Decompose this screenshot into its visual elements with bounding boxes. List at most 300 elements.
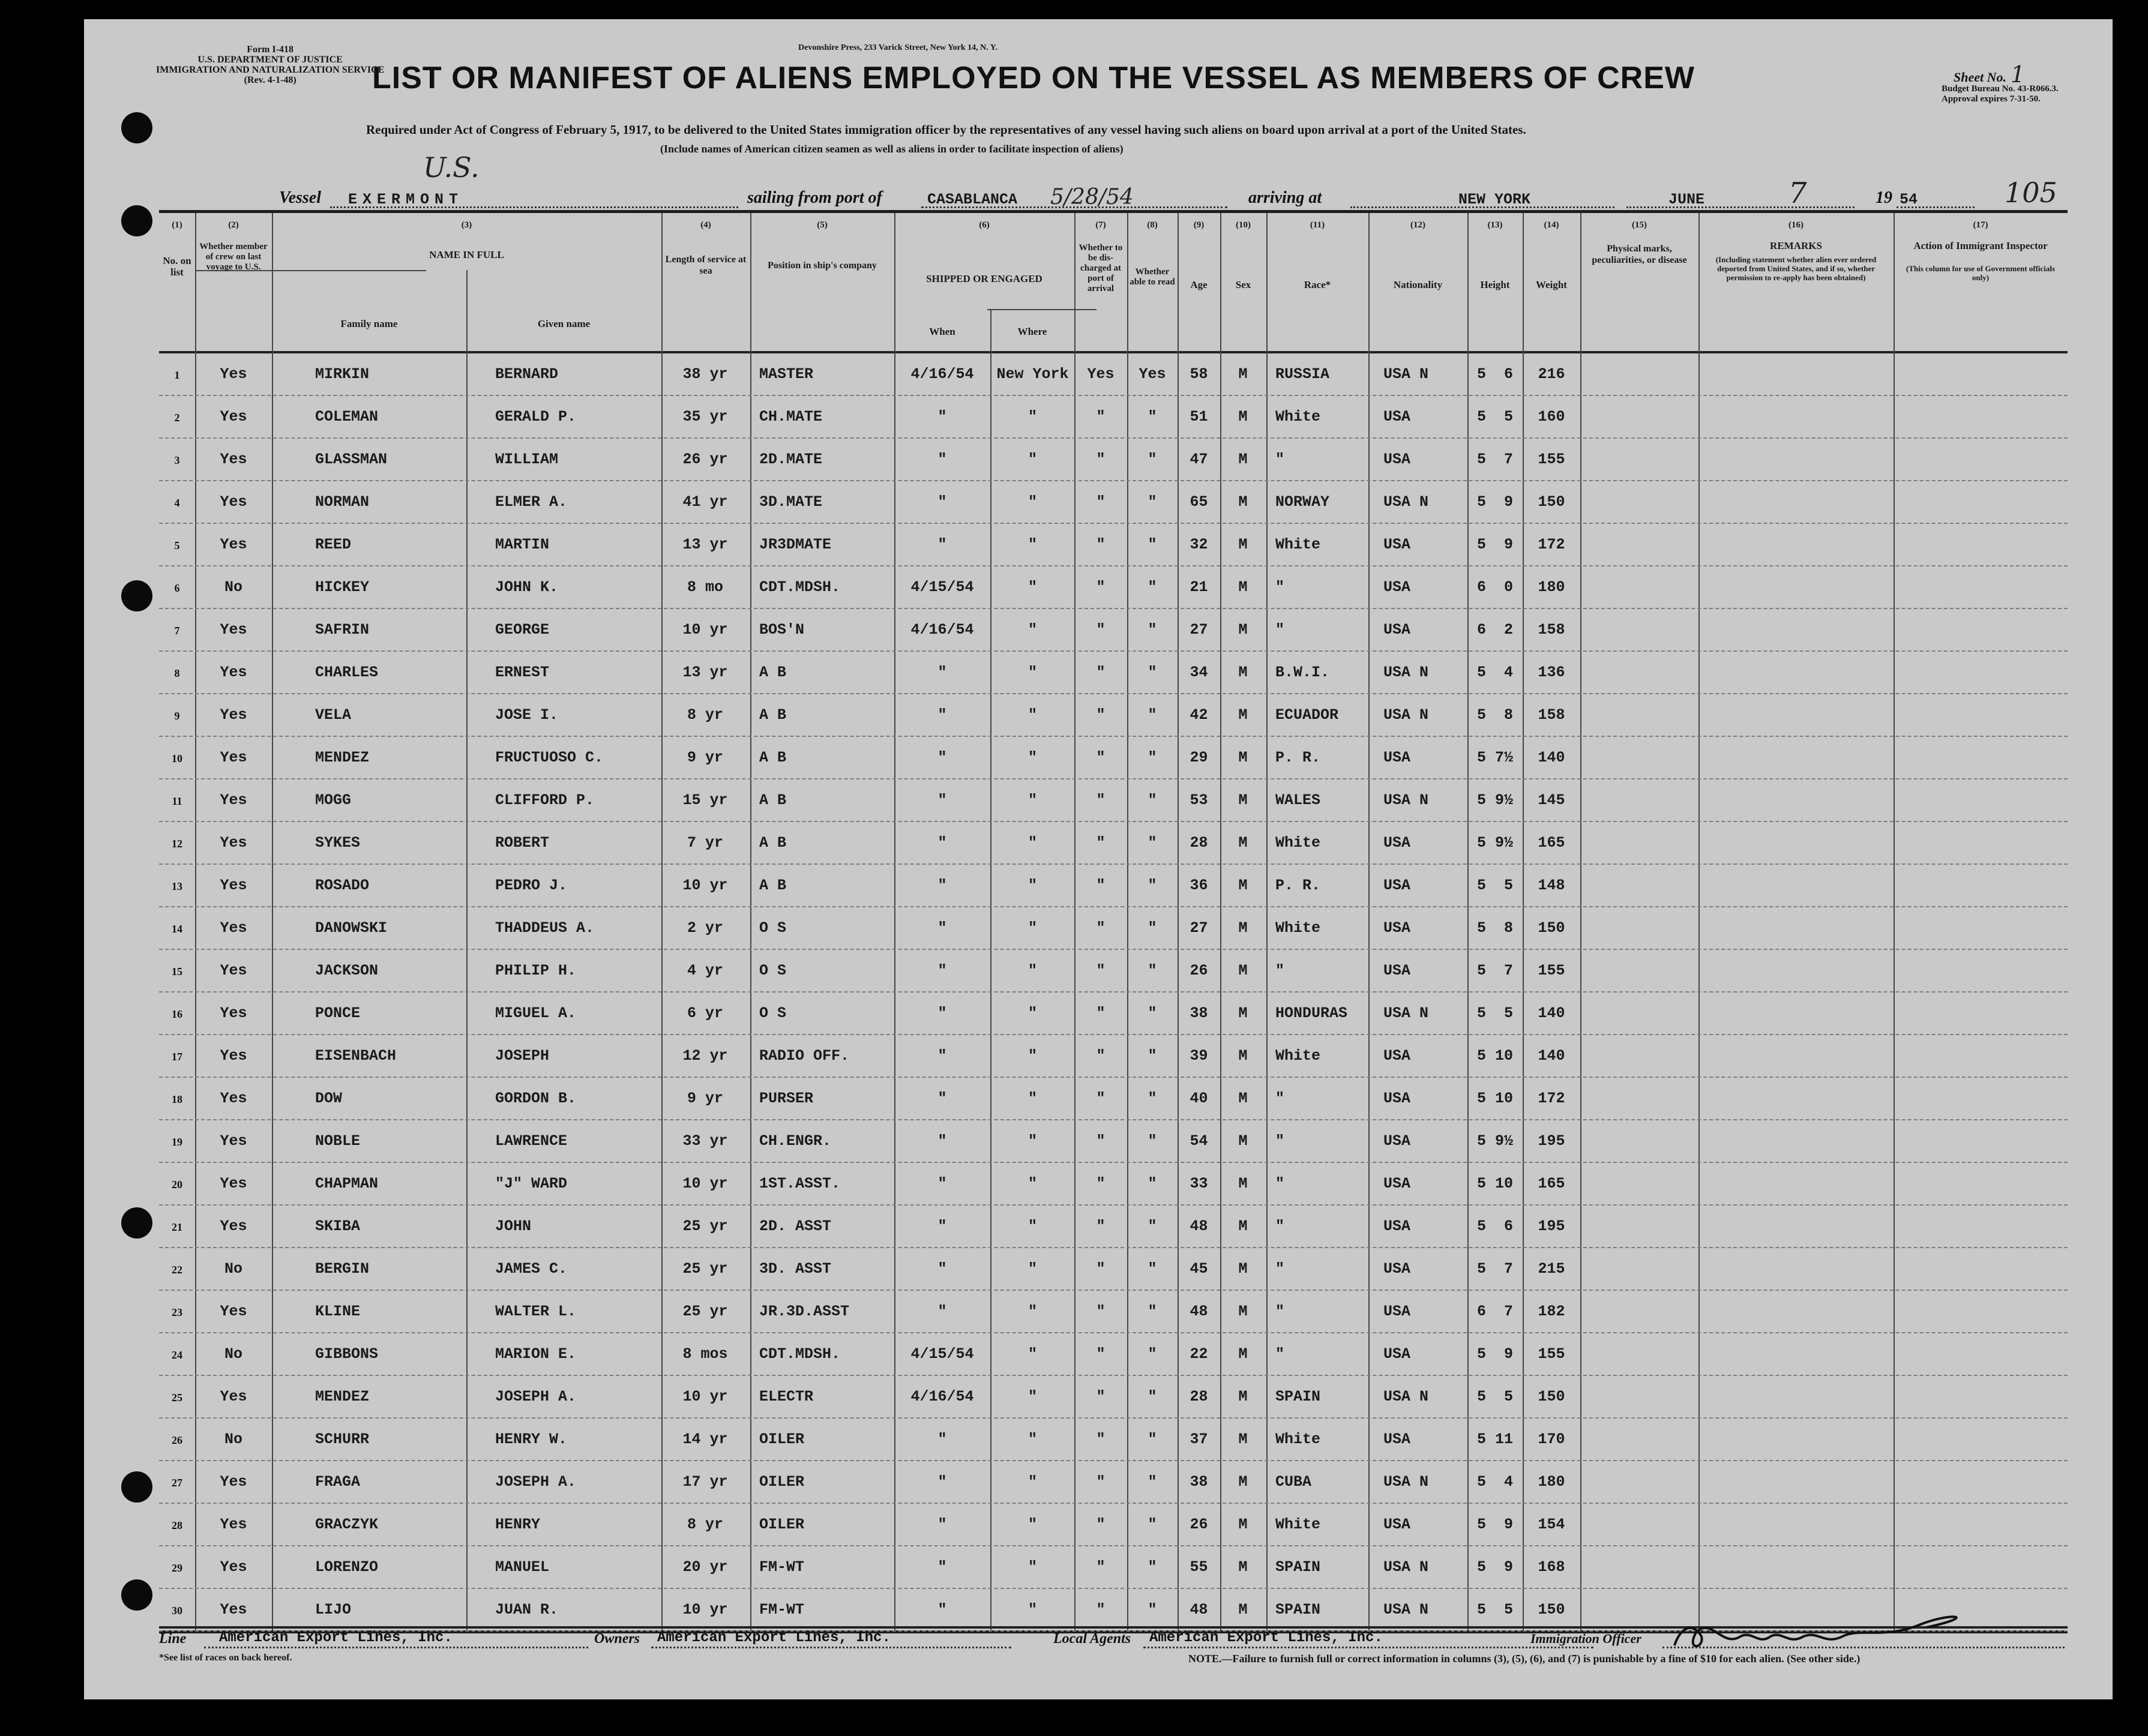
cell-shipped-when: 4/16/54 [910, 621, 974, 638]
cell-height: 5 5 [1476, 877, 1513, 894]
cell-family-name: ROSADO [315, 877, 370, 894]
row-number: 16 [172, 1008, 182, 1020]
cell-able-to-read: " [1148, 1047, 1157, 1065]
cell-nationality: USA [1383, 1303, 1411, 1320]
table-row [159, 778, 2068, 822]
row-number: 22 [172, 1264, 182, 1276]
cell-service-length: 8 mos [682, 1345, 728, 1363]
cell-discharged: " [1096, 451, 1106, 468]
cell-shipped-where: " [1027, 451, 1037, 468]
cell-last-voyage: Yes [220, 365, 247, 383]
cell-service-length: 25 yr [682, 1303, 728, 1320]
cell-discharged: " [1096, 877, 1106, 894]
cell-sex: M [1238, 791, 1248, 809]
cell-family-name: COLEMAN [315, 408, 379, 425]
cell-race: " [1275, 621, 1285, 638]
table-row [159, 1034, 2068, 1078]
cell-race: B.W.I. [1275, 664, 1330, 681]
cell-position: FM-WT [759, 1558, 805, 1576]
row-number: 3 [174, 454, 180, 466]
cell-height: 5 8 [1476, 706, 1513, 724]
cell-sex: M [1238, 578, 1248, 596]
cell-position: 2D. ASST [759, 1218, 832, 1235]
header-member-last-voyage: Whether member of crew on last voyage to U.S. [199, 242, 268, 272]
cell-height: 5 4 [1476, 1473, 1513, 1491]
cell-shipped-when: " [937, 834, 947, 851]
cell-shipped-when: " [937, 706, 947, 724]
cell-shipped-where: " [1027, 919, 1037, 937]
cell-given-name: HENRY [495, 1516, 541, 1533]
cell-given-name: WILLIAM [495, 451, 559, 468]
cell-shipped-where: " [1027, 493, 1037, 511]
col-num-7: (7) [1095, 220, 1106, 230]
page-mark: 105 [2005, 176, 2057, 209]
cell-discharged: " [1096, 1005, 1106, 1022]
cell-family-name: HICKEY [315, 578, 370, 596]
col-num-2: (2) [228, 220, 239, 230]
cell-height: 5 6 [1476, 365, 1513, 383]
cell-weight: 216 [1538, 365, 1565, 383]
cell-able-to-read: " [1148, 1175, 1157, 1192]
cell-race: " [1275, 1345, 1285, 1363]
vessel-label: Vessel [279, 188, 321, 207]
row-number: 21 [172, 1221, 182, 1233]
punch-hole [121, 112, 152, 143]
table-row [159, 949, 2068, 993]
officer-signature [1668, 1603, 2005, 1657]
cell-discharged: " [1096, 834, 1106, 851]
cell-able-to-read: " [1148, 1473, 1157, 1491]
cell-race: NORWAY [1275, 493, 1330, 511]
cell-age: 33 [1190, 1175, 1208, 1192]
row-number: 2 [174, 412, 180, 424]
cell-discharged: " [1096, 578, 1106, 596]
table-row [159, 863, 2068, 907]
cell-race: WALES [1275, 791, 1321, 809]
row-number: 24 [172, 1349, 182, 1361]
cell-given-name: LAWRENCE [495, 1132, 568, 1150]
cell-nationality: USA [1383, 578, 1411, 596]
cell-service-length: 8 yr [687, 1516, 723, 1533]
cell-discharged: " [1096, 1431, 1106, 1448]
cell-service-length: 10 yr [682, 1601, 728, 1618]
row-number: 8 [174, 667, 180, 679]
cell-nationality: USA N [1383, 1558, 1429, 1576]
col-num-8: (8) [1147, 220, 1158, 230]
table-row [159, 565, 2068, 609]
punch-hole [121, 1579, 152, 1611]
cell-nationality: USA [1383, 919, 1411, 937]
form-number: Form I-418 [247, 44, 294, 55]
cell-position: A B [759, 877, 787, 894]
manifest-sheet [84, 19, 2113, 1699]
table-row [159, 523, 2068, 566]
cell-shipped-where: " [1027, 1558, 1037, 1576]
cell-shipped-when: " [937, 1260, 947, 1278]
cell-shipped-where: " [1027, 664, 1037, 681]
cell-nationality: USA [1383, 1345, 1411, 1363]
row-number: 11 [172, 795, 182, 807]
header-name-in-full: NAME IN FULL [429, 249, 504, 260]
cell-height: 5 5 [1476, 408, 1513, 425]
cell-last-voyage: No [224, 1345, 242, 1363]
row-number: 9 [174, 710, 180, 722]
table-row [159, 1204, 2068, 1248]
cell-service-length: 6 yr [687, 1005, 723, 1022]
cell-weight: 158 [1538, 706, 1565, 724]
row-number: 13 [172, 880, 182, 892]
cell-nationality: USA [1383, 1132, 1411, 1150]
cell-able-to-read: " [1148, 664, 1157, 681]
cell-able-to-read: " [1148, 621, 1157, 638]
cell-shipped-when: 4/15/54 [910, 578, 974, 596]
printer-imprint: Devonshire Press, 233 Varick Street, New York 14, N. Y. [798, 43, 998, 52]
penalty-note: NOTE.—Failure to furnish full or correct information in columns (3), (5), (6), and (7) is punishable by a fine of $10 for each alien. (See other side.) [1188, 1653, 1861, 1665]
cell-age: 55 [1190, 1558, 1208, 1576]
cell-nationality: USA N [1383, 365, 1429, 383]
header-remarks: REMARKS [1770, 240, 1822, 251]
cell-family-name: NOBLE [315, 1132, 361, 1150]
cell-weight: 195 [1538, 1218, 1565, 1235]
row-number: 27 [172, 1477, 182, 1489]
header-remarks-note: (Including statement whether alien ever ordered deported from United States, and if so, whether permission to re-apply has been obtained) [1715, 255, 1877, 282]
cell-shipped-when: " [937, 962, 947, 979]
cell-last-voyage: Yes [220, 1388, 247, 1405]
cell-nationality: USA [1383, 536, 1411, 553]
cell-weight: 170 [1538, 1431, 1565, 1448]
header-physical-marks: Physical marks, peculiarities, or disease [1592, 244, 1687, 265]
cell-position: OILER [759, 1516, 805, 1533]
cell-given-name: HENRY W. [495, 1431, 568, 1448]
cell-shipped-when: " [937, 1175, 947, 1192]
cell-weight: 172 [1538, 536, 1565, 553]
cell-race: " [1275, 1260, 1285, 1278]
cell-able-to-read: " [1148, 1558, 1157, 1576]
cell-shipped-when: " [937, 1431, 947, 1448]
cell-height: 6 7 [1476, 1303, 1513, 1320]
cell-discharged: " [1096, 664, 1106, 681]
cell-weight: 150 [1538, 1388, 1565, 1405]
cell-shipped-when: " [937, 1558, 947, 1576]
cell-weight: 140 [1538, 749, 1565, 766]
cell-age: 45 [1190, 1260, 1208, 1278]
cell-discharged: " [1096, 1047, 1106, 1065]
cell-height: 5 9½ [1476, 1132, 1513, 1150]
cell-able-to-read: Yes [1139, 365, 1166, 383]
cell-shipped-when: " [937, 664, 947, 681]
cell-weight: 158 [1538, 621, 1565, 638]
cell-sex: M [1238, 706, 1248, 724]
cell-last-voyage: Yes [220, 962, 247, 979]
cell-sex: M [1238, 365, 1248, 383]
cell-height: 5 9 [1476, 1516, 1513, 1533]
cell-weight: 160 [1538, 408, 1565, 425]
cell-age: 38 [1190, 1473, 1208, 1491]
table-row [159, 1119, 2068, 1163]
cell-service-length: 9 yr [687, 1090, 723, 1107]
cell-given-name: JOHN K. [495, 578, 559, 596]
cell-sex: M [1238, 664, 1248, 681]
cell-height: 6 2 [1476, 621, 1513, 638]
cell-nationality: USA [1383, 1175, 1411, 1192]
cell-shipped-when: " [937, 1303, 947, 1320]
row-number: 4 [174, 497, 180, 509]
cell-sex: M [1238, 1473, 1248, 1491]
cell-last-voyage: Yes [220, 664, 247, 681]
cell-height: 5 10 [1476, 1047, 1513, 1065]
cell-discharged: " [1096, 1345, 1106, 1363]
cell-family-name: SYKES [315, 834, 361, 851]
cell-family-name: REED [315, 536, 352, 553]
sheet-number-value: 1 [2011, 61, 2026, 88]
cell-service-length: 13 yr [682, 664, 728, 681]
cell-last-voyage: Yes [220, 1132, 247, 1150]
cell-weight: 180 [1538, 1473, 1565, 1491]
cell-discharged: " [1096, 1303, 1106, 1320]
cell-weight: 154 [1538, 1516, 1565, 1533]
cell-able-to-read: " [1148, 1516, 1157, 1533]
cell-discharged: Yes [1087, 365, 1115, 383]
cell-family-name: LIJO [315, 1601, 352, 1618]
cell-age: 36 [1190, 877, 1208, 894]
cell-age: 27 [1190, 919, 1208, 937]
cell-last-voyage: Yes [220, 451, 247, 468]
cell-discharged: " [1096, 1175, 1106, 1192]
cell-race: HONDURAS [1275, 1005, 1348, 1022]
cell-shipped-when: " [937, 1090, 947, 1107]
cell-able-to-read: " [1148, 1431, 1157, 1448]
cell-family-name: DANOWSKI [315, 919, 388, 937]
cell-shipped-where: " [1027, 1601, 1037, 1618]
cell-able-to-read: " [1148, 834, 1157, 851]
cell-age: 51 [1190, 408, 1208, 425]
table-row [159, 991, 2068, 1035]
cell-shipped-when: " [937, 408, 947, 425]
row-number: 30 [172, 1605, 182, 1617]
cell-given-name: MANUEL [495, 1558, 550, 1576]
cell-able-to-read: " [1148, 1132, 1157, 1150]
table-row [159, 650, 2068, 694]
cell-given-name: JAMES C. [495, 1260, 568, 1278]
cell-shipped-when: " [937, 1047, 947, 1065]
cell-family-name: MOGG [315, 791, 352, 809]
cell-height: 5 9 [1476, 536, 1513, 553]
cell-sex: M [1238, 493, 1248, 511]
cell-service-length: 9 yr [687, 749, 723, 766]
row-number: 19 [172, 1136, 182, 1148]
col-num-4: (4) [700, 220, 711, 230]
cell-given-name: JOSEPH A. [495, 1473, 577, 1491]
cell-able-to-read: " [1148, 408, 1157, 425]
cell-race: P. R. [1275, 749, 1321, 766]
cell-age: 58 [1190, 365, 1208, 383]
cell-shipped-where: " [1027, 1303, 1037, 1320]
cell-last-voyage: Yes [220, 408, 247, 425]
cell-last-voyage: Yes [220, 1005, 247, 1022]
required-statement: Required under Act of Congress of February 5, 1917, to be delivered to the United States immigration officer by the representatives of any vessel having such aliens on board upon arrival at a port of the United States. [366, 122, 1526, 137]
cell-weight: 155 [1538, 1345, 1565, 1363]
cell-service-length: 25 yr [682, 1218, 728, 1235]
cell-family-name: MENDEZ [315, 749, 370, 766]
cell-race: White [1275, 919, 1321, 937]
cell-race: " [1275, 1090, 1285, 1107]
cell-position: A B [759, 834, 787, 851]
arriving-port: NEW YORK [1458, 191, 1531, 208]
cell-height: 5 9½ [1476, 791, 1513, 809]
cell-weight: 172 [1538, 1090, 1565, 1107]
cell-shipped-when: " [937, 749, 947, 766]
cell-sex: M [1238, 919, 1248, 937]
cell-age: 48 [1190, 1218, 1208, 1235]
table-row [159, 1077, 2068, 1120]
table-row [159, 480, 2068, 524]
header-able-to-read: Whether able to read [1130, 267, 1175, 287]
cell-height: 5 10 [1476, 1175, 1513, 1192]
row-number: 1 [174, 369, 180, 381]
cell-age: 29 [1190, 749, 1208, 766]
table-row [159, 352, 2068, 396]
cell-shipped-when: " [937, 536, 947, 553]
cell-shipped-where: " [1027, 1218, 1037, 1235]
cell-last-voyage: No [224, 578, 242, 596]
cell-last-voyage: Yes [220, 621, 247, 638]
cell-height: 5 7½ [1476, 749, 1513, 766]
cell-height: 5 7 [1476, 451, 1513, 468]
cell-race: White [1275, 1516, 1321, 1533]
cell-nationality: USA [1383, 1090, 1411, 1107]
cell-shipped-when: " [937, 877, 947, 894]
cell-shipped-where: " [1027, 408, 1037, 425]
cell-given-name: WALTER L. [495, 1303, 577, 1320]
cell-height: 5 10 [1476, 1090, 1513, 1107]
cell-discharged: " [1096, 1473, 1106, 1491]
cell-nationality: USA N [1383, 1473, 1429, 1491]
cell-age: 65 [1190, 493, 1208, 511]
cell-family-name: NORMAN [315, 493, 370, 511]
cell-service-length: 20 yr [682, 1558, 728, 1576]
cell-height: 5 5 [1476, 1005, 1513, 1022]
cell-age: 22 [1190, 1345, 1208, 1363]
cell-last-voyage: Yes [220, 1516, 247, 1533]
cell-position: 2D.MATE [759, 451, 823, 468]
cell-discharged: " [1096, 962, 1106, 979]
cell-shipped-when: " [937, 1132, 947, 1150]
arriving-label: arriving at [1248, 188, 1322, 207]
cell-family-name: GRACZYK [315, 1516, 379, 1533]
cell-service-length: 13 yr [682, 536, 728, 553]
cell-shipped-when: " [937, 493, 947, 511]
table-row [159, 821, 2068, 865]
header-weight: Weight [1536, 279, 1567, 290]
cell-able-to-read: " [1148, 706, 1157, 724]
cell-service-length: 8 mo [687, 578, 723, 596]
col-num-13: (13) [1487, 220, 1503, 230]
cell-discharged: " [1096, 749, 1106, 766]
cell-given-name: PEDRO J. [495, 877, 568, 894]
cell-discharged: " [1096, 408, 1106, 425]
cell-family-name: SCHURR [315, 1431, 370, 1448]
crew-table [159, 210, 2068, 1633]
cell-age: 40 [1190, 1090, 1208, 1107]
cell-shipped-where: " [1027, 578, 1037, 596]
header-given-name: Given name [537, 318, 591, 329]
cell-service-length: 2 yr [687, 919, 723, 937]
cell-last-voyage: Yes [220, 1175, 247, 1192]
cell-service-length: 8 yr [687, 706, 723, 724]
cell-weight: 145 [1538, 791, 1565, 809]
cell-given-name: JUAN R. [495, 1601, 559, 1618]
cell-race: P. R. [1275, 877, 1321, 894]
cell-family-name: LORENZO [315, 1558, 379, 1576]
sheet-number-label: Sheet No. [1954, 70, 2006, 85]
cell-service-length: 15 yr [682, 791, 728, 809]
cell-shipped-when: " [937, 1601, 947, 1618]
cell-given-name: JOHN [495, 1218, 532, 1235]
cell-position: 1ST.ASST. [759, 1175, 841, 1192]
footer-agents-value: American Export Lines, Inc. [1149, 1630, 1383, 1646]
document-title: LIST OR MANIFEST OF ALIENS EMPLOYED ON THE VESSEL AS MEMBERS OF CREW [372, 61, 1695, 95]
cell-sex: M [1238, 1175, 1248, 1192]
cell-height: 5 11 [1476, 1431, 1513, 1448]
col-num-5: (5) [817, 220, 828, 230]
cell-given-name: ERNEST [495, 664, 550, 681]
arrival-month: JUNE [1668, 191, 1705, 208]
header-length-service: Length of service at sea [665, 254, 747, 276]
cell-service-length: 33 yr [682, 1132, 728, 1150]
table-row [159, 1417, 2068, 1461]
table-row [159, 1332, 2068, 1376]
row-number: 15 [172, 966, 182, 978]
vessel-name: EXERMONT [348, 191, 464, 208]
cell-weight: 180 [1538, 578, 1565, 596]
cell-sex: M [1238, 408, 1248, 425]
cell-last-voyage: Yes [220, 1473, 247, 1491]
cell-weight: 148 [1538, 877, 1565, 894]
cell-height: 5 8 [1476, 919, 1513, 937]
cell-age: 47 [1190, 451, 1208, 468]
row-number: 5 [174, 539, 180, 551]
header-nationality: Nationality [1393, 279, 1443, 290]
cell-given-name: BERNARD [495, 365, 559, 383]
cell-shipped-when: 4/16/54 [910, 365, 974, 383]
cell-weight: 155 [1538, 962, 1565, 979]
races-note: *See list of races on back hereof. [159, 1653, 292, 1663]
header-action-inspector: Action of Immigrant Inspector [1913, 240, 2048, 251]
cell-last-voyage: Yes [220, 1047, 247, 1065]
col-num-11: (11) [1310, 220, 1325, 230]
cell-able-to-read: " [1148, 451, 1157, 468]
cell-race: " [1275, 1218, 1285, 1235]
cell-last-voyage: Yes [220, 1090, 247, 1107]
col-num-3: (3) [461, 220, 472, 230]
vessel-annotation: U.S. [423, 151, 480, 184]
cell-sex: M [1238, 962, 1248, 979]
header-height: Height [1480, 279, 1510, 290]
table-row [159, 1375, 2068, 1419]
cell-weight: 136 [1538, 664, 1565, 681]
table-row [159, 437, 2068, 481]
cell-nationality: USA [1383, 621, 1411, 638]
cell-nationality: USA N [1383, 664, 1429, 681]
header-age: Age [1190, 279, 1208, 290]
cell-service-length: 17 yr [682, 1473, 728, 1491]
cell-weight: 195 [1538, 1132, 1565, 1150]
cell-nationality: USA [1383, 451, 1411, 468]
row-number: 23 [172, 1306, 182, 1318]
cell-race: CUBA [1275, 1473, 1312, 1491]
row-number: 17 [172, 1051, 182, 1063]
cell-nationality: USA [1383, 408, 1411, 425]
